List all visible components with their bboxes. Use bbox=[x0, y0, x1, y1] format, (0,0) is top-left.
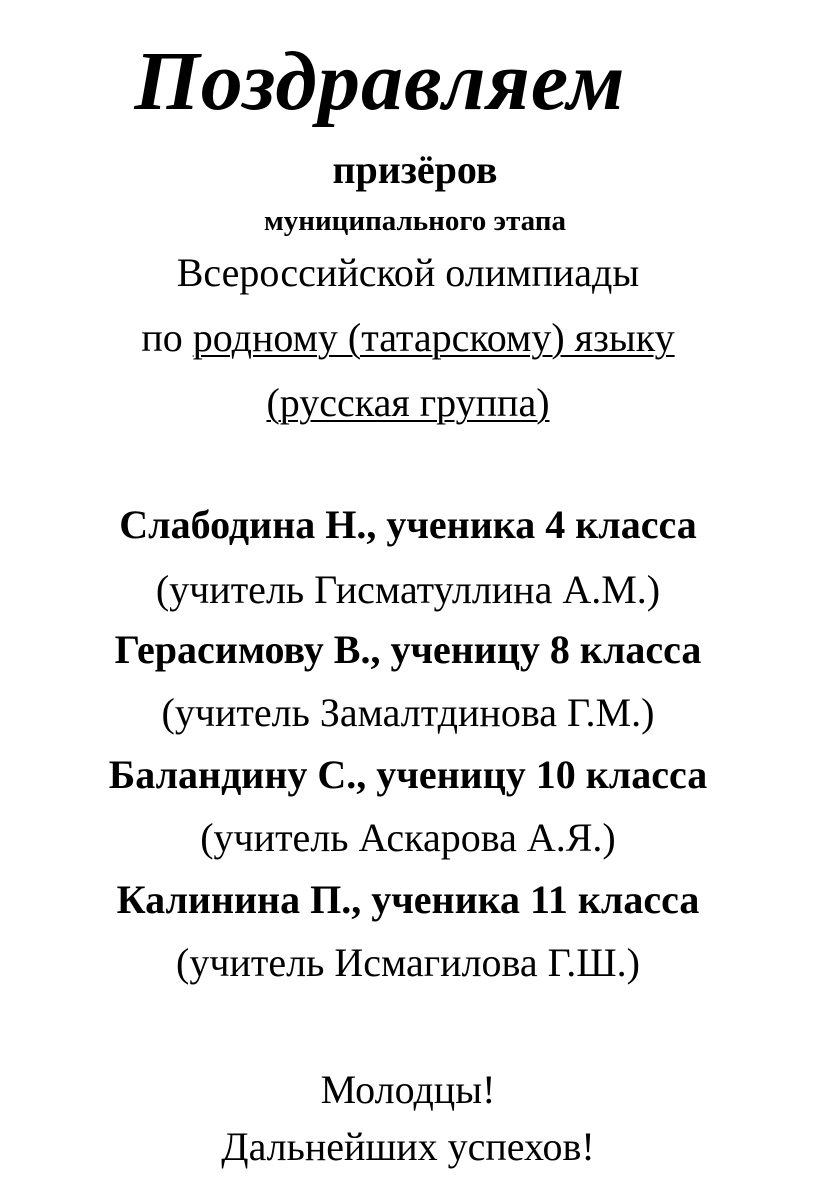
winner-teacher: (учитель Гисматуллина А.М.) bbox=[155, 567, 661, 612]
olympiad-name: Всероссийской олимпиады bbox=[176, 250, 640, 295]
group-label: (русская группа) bbox=[266, 380, 550, 425]
winner-teacher: (учитель Замалтдинова Г.М.) bbox=[161, 690, 655, 735]
winner-name: Баландину С., ученицу 10 класса bbox=[108, 752, 708, 797]
winner-name: Калинина П., ученика 11 класса bbox=[116, 877, 700, 922]
olympiad-group bbox=[0, 380, 816, 425]
subject-prefix: по bbox=[141, 315, 193, 360]
winner-teacher: (учитель Аскарова А.Я.) bbox=[200, 815, 616, 860]
subtitle-prizewinners: призёров bbox=[332, 147, 498, 192]
page-title: Поздравляем bbox=[134, 35, 626, 128]
subject-name: родному (татарскому) языку bbox=[192, 315, 675, 360]
winner-name: Герасимову В., ученицу 8 класса bbox=[114, 627, 702, 672]
closing-praise: Молодцы! bbox=[320, 1067, 496, 1112]
winner-teacher: (учитель Исмагилова Г.Ш.) bbox=[176, 940, 640, 985]
closing-wish: Дальнейших успехов! bbox=[221, 1124, 595, 1169]
olympiad-subject bbox=[0, 315, 816, 360]
subtitle-stage: муниципального этапа bbox=[263, 205, 567, 237]
winner-name: Слабодина Н., ученика 4 класса bbox=[119, 502, 697, 547]
